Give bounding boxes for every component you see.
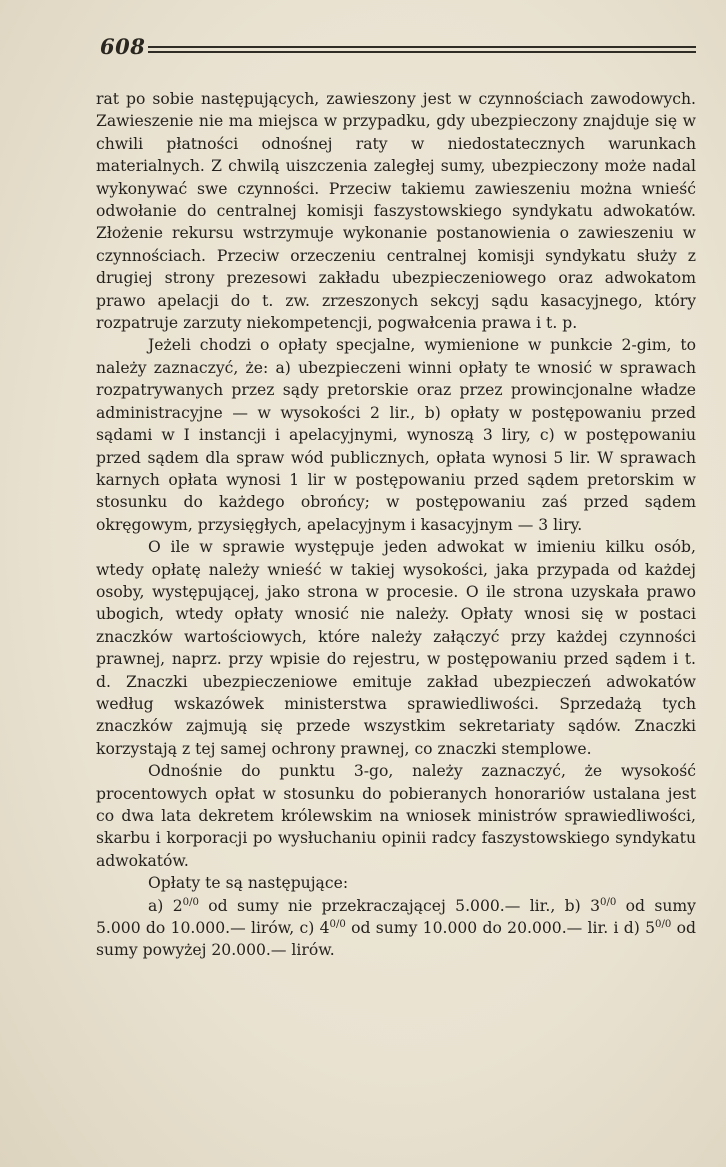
paragraph: Jeżeli chodzi o opłaty specjalne, wymienione w punkcie 2-gim, to należy zaznaczyć, że: a) ubezpieczeni winni opłaty te wnosić w sprawach rozpatrywanych przez sądy pretorskie oraz przez prowincjonalne władze administracyjne — w wysokości 2 lir., b) opłaty w postępowaniu przed sądami w I instancji i apelacyjnymi, wynoszą 3 liry, c) w postępowaniu przed sądem dla spraw wód publicznych, opłata wynosi 5 lir. W sprawach karnych opłata wynosi 1 lir w postępowaniu przed sądem pretorskim w stosunku do każdego obrońcy; w postępowaniu zaś przed sądem okręgowym, przysięgłych, apelacyjnym i kasacyjnym — 3 liry. — [96, 336, 696, 534]
rate-percent: 2 — [172, 896, 183, 915]
paragraph: Opłaty te są następujące: — [148, 874, 349, 893]
rate-text: od sumy nie przekraczającej 5.000.— lir., — [198, 896, 565, 915]
paragraph: O ile w sprawie występuje jeden adwokat w imieniu kilku osób, wtedy opłatę należy wnieść w takiej wysokości, jaka przypada od każdej osoby, występującej, jako strona w procesie. O ile strona uzyskała prawo ubogich, wtedy opłaty wnosić nie należy. Opłaty wnosi się w postaci znaczków wartościowych, które należy załączyć przy każdej czynności prawnej, naprz. przy wpisie do rejestru, w postępowaniu przed sądem i t. d. Znaczki ubezpieczeniowe emituje zakład ubezpieczeń adwokatów według wskazówek ministerstwa sprawiedliwości. Sprzedażą tych znaczków zajmują się przede wszystkim sekretariaty sądów. Znaczki korzystają z tej samej ochrony prawnej, co znaczki stemplowe. — [96, 538, 696, 758]
header-rule — [148, 46, 696, 48]
percent-sign: 0/0 — [329, 918, 346, 930]
rate-text: od sumy 5.000 do 10.000.— lirów, — [96, 896, 696, 938]
rate-label: b) — [564, 896, 581, 915]
header-rule — [148, 51, 696, 53]
percent-sign: 0/0 — [182, 896, 199, 908]
rate-label: d) — [623, 919, 640, 938]
rate-percent: 3 — [590, 896, 600, 915]
rate-percent: 5 — [645, 919, 656, 938]
rate-text: od sumy 10.000 do 20.000.— lir. i — [345, 919, 624, 938]
rate-label: a) — [148, 896, 164, 915]
percent-sign: 0/0 — [600, 896, 617, 908]
percent-sign: 0/0 — [655, 918, 672, 930]
rates-list — [96, 895, 696, 962]
page-number: 608 — [100, 34, 146, 59]
body-text — [96, 88, 696, 962]
paragraph: rat po sobie następujących, zawieszony jest w czynnościach zawodowych. Zawieszenie nie ma miejsca w przypadku, gdy ubezpieczony znajduje się w chwili płatności odnośnej raty w niedostatecznych warunkach materialnych. Z chwilą uiszczenia zaległej sumy, ubezpieczony może nadal wykonywać swe czynności. Przeciw takiemu zawieszeniu można wnieść odwołanie do centralnej komisji faszystowskiego syndykatu adwokatów. Złożenie rekursu wstrzymuje wykonanie postanowienia o zawieszeniu w czynnościach. Przeciw orzeczeniu centralnej komisji syndykatu służy z drugiej strony prezesowi zakładu ubezpieczeniowego oraz adwokatom prawo apelacji do t. zw. zrzeszonych sekcyj sądu kasacyjnego, który rozpatruje zarzuty niekompetencji, pogwałcenia prawa i t. p. — [96, 90, 696, 333]
paragraph: Odnośnie do punktu 3-go, należy zaznaczyć, że wysokość procentowych opłat w stosunku do pobieranych honorariów ustalana jest co dwa lata dekretem królewskim na wniosek ministrów sprawiedliwości, skarbu i korporacji po wysłuchaniu opinii radcy faszystowskiego syndykatu adwokatów. — [96, 762, 696, 870]
rate-percent: 4 — [319, 919, 330, 938]
rate-text: od sumy powyżej 20.000.— lirów. — [96, 919, 696, 960]
rate-label: c) — [299, 919, 315, 938]
page-header — [100, 34, 696, 64]
